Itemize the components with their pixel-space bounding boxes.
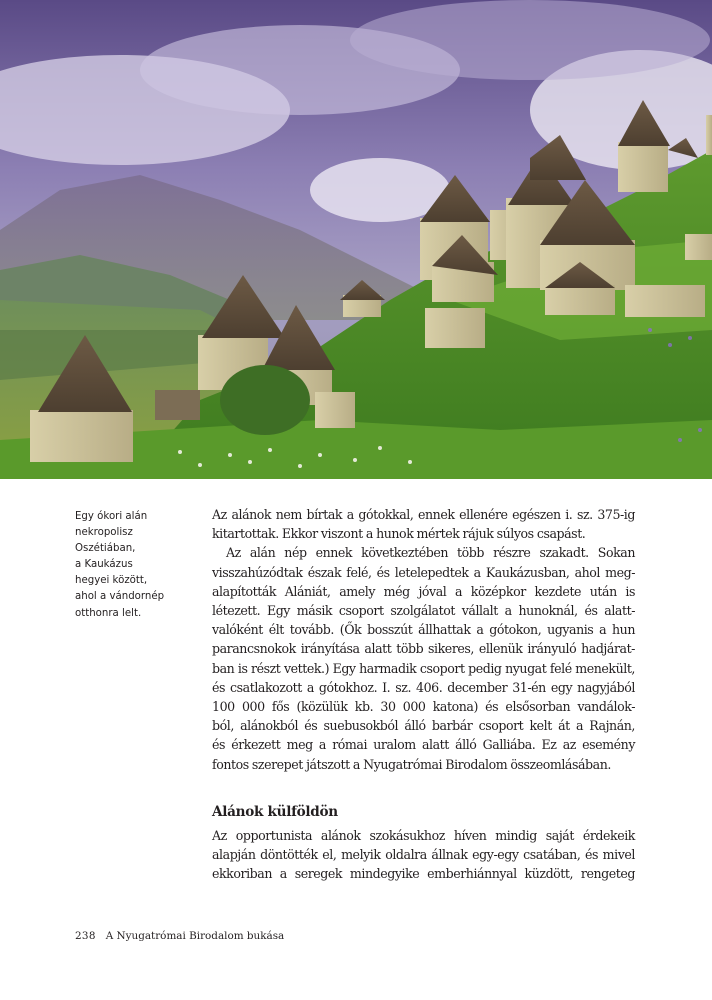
caption-line: ahol a vándornép [75,591,165,603]
caption-line: nekropolisz [75,527,133,539]
section-heading: Alánok külföldön [212,804,338,820]
running-title: A Nyugatrómai Birodalom bukása [105,930,285,942]
caption-line: Oszétiában, [75,543,136,555]
body-line: alapján döntötték el, melyik oldalra állnak egy-egy csatában, és mivel [212,847,635,863]
body-line: kitartottak. Ekkor viszont a hunok mértek rájuk súlyos csapást. [212,526,586,542]
body-line: valóként élt tovább. (Ők bosszút állhattak a gótokon, ugyanis a hun [212,622,635,638]
body-line: 100 000 fős (közülük kb. 30 000 katona) és elsősorban vandálok- [212,699,635,715]
body-line: és csatlakozott a gótokhoz. I. sz. 406. december 31-én egy nagyjából [212,679,635,695]
caption-line: Egy ókori alán [75,511,148,522]
body-line: parancsnokok irányítása alatt több sikeres, ellenük irányuló hadjárat- [212,641,635,657]
body-text [212,505,635,774]
body-line: Az opportunista alánok szokásukhoz híven mindig saját érdekeik [212,828,635,843]
body-line: alapították Alániát, amely még jóval a középkor kezdete után is [212,583,635,599]
body-line: és érkezett meg a római uralom alatt álló Galliába. Ez az esemény [212,737,635,753]
section-body-text [212,826,635,884]
body-line: Az alánok nem bírtak a gótokkal, ennek ellenére egészen i. sz. 375-ig [212,507,635,522]
page-number: 238 [75,930,96,942]
page-footer [75,930,284,942]
body-line: Az alán nép ennek következtében több részre szakadt. Sokan [226,545,635,561]
caucasus-necropolis-landscape-photo [0,0,712,479]
caption-line: hegyei között, [75,575,148,587]
body-line: ekkoriban a seregek mindegyike emberhiánnyal küzdött, rengeteg [212,866,635,882]
body-line: ból, alánokból és suebusokból álló barbár csoport kelt át a Rajnán, [212,718,635,734]
caption-line: otthonra lelt. [75,607,142,619]
necropolis-photo [0,0,712,479]
body-line: létezett. Egy másik csoport szolgálatot vállalt a hunoknál, és alatt- [212,603,635,619]
body-line: ban is részt vettek.) Egy harmadik csoport pedig nyugat felé menekült, [212,660,635,676]
caption-line: a Kaukázus [75,559,133,571]
body-line: fontos szerepet játszott a Nyugatrómai Birodalom összeomlásában. [212,756,611,772]
body-line: visszahúzódtak észak felé, és letelepedtek a Kaukázusban, ahol meg- [212,564,635,580]
photo-caption [75,509,185,622]
